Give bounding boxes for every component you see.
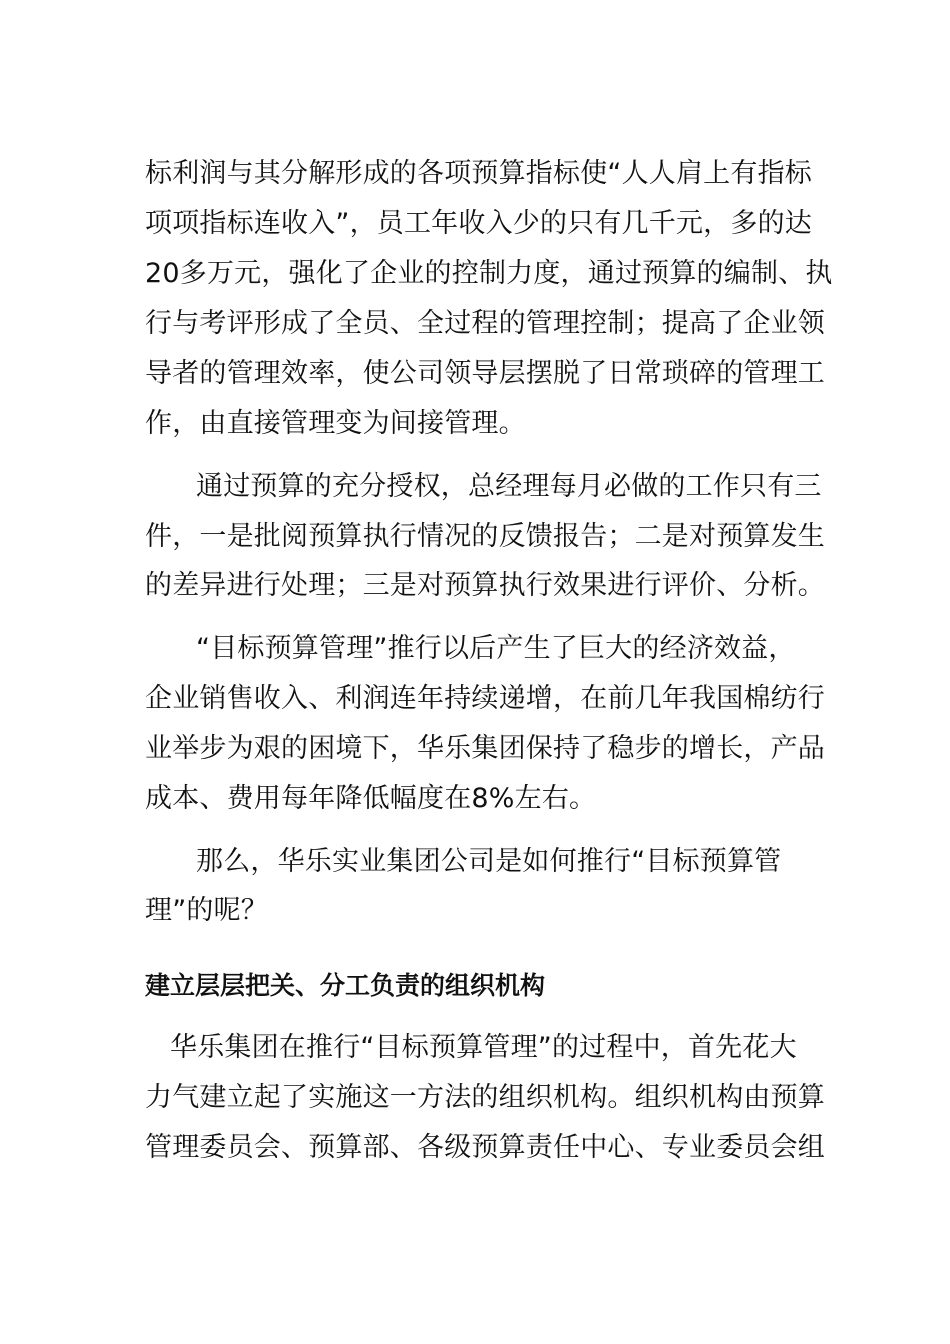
paragraph-1-line-2: 项项指标连收入”，员工年收入少的只有几千元，多的达 [145, 208, 812, 239]
paragraph-3-line-4: 成本、费用每年降低幅度在8%左右。 [145, 783, 597, 814]
paragraph-2-line-2: 件，一是批阅预算执行情况的反馈报告；二是对预算发生 [145, 521, 825, 552]
section-heading: 建立层层把关、分工负责的组织机构 [145, 971, 546, 1000]
paragraph-3-line-3: 业举步为艰的困境下，华乐集团保持了稳步的增长，产品 [145, 733, 825, 764]
paragraph-1-line-6: 作，由直接管理变为间接管理。 [145, 408, 526, 439]
section-paragraph-line-3: 管理委员会、预算部、各级预算责任中心、专业委员会组 [145, 1132, 825, 1163]
section-paragraph-line-2: 力气建立起了实施这一方法的组织机构。组织机构由预算 [145, 1082, 825, 1113]
paragraph-2-line-3: 的差异进行处理；三是对预算执行效果进行评价、分析。 [145, 570, 825, 601]
paragraph-4-line-1: 那么，华乐实业集团公司是如何推行“目标预算管 [196, 846, 782, 877]
paragraph-3-line-2: 企业销售收入、利润连年持续递增，在前几年我国棉纺行 [145, 683, 825, 714]
paragraph-1-line-5: 导者的管理效率，使公司领导层摆脱了日常琐碎的管理工 [145, 358, 825, 389]
paragraph-3-line-1: “目标预算管理”推行以后产生了巨大的经济效益， [196, 633, 796, 664]
paragraph-1-line-3: 20多万元，强化了企业的控制力度，通过预算的编制、执 [145, 258, 833, 289]
paragraph-4-line-2: 理”的呢？ [145, 895, 268, 926]
paragraph-1-line-1: 标利润与其分解形成的各项预算指标使“人人肩上有指标 [145, 158, 812, 189]
paragraph-2-line-1: 通过预算的充分授权，总经理每月必做的工作只有三 [196, 471, 822, 502]
section-paragraph-line-1: 华乐集团在推行“目标预算管理”的过程中，首先花大 [170, 1032, 797, 1063]
paragraph-1-line-4: 行与考评形成了全员、全过程的管理控制；提高了企业领 [145, 308, 825, 339]
